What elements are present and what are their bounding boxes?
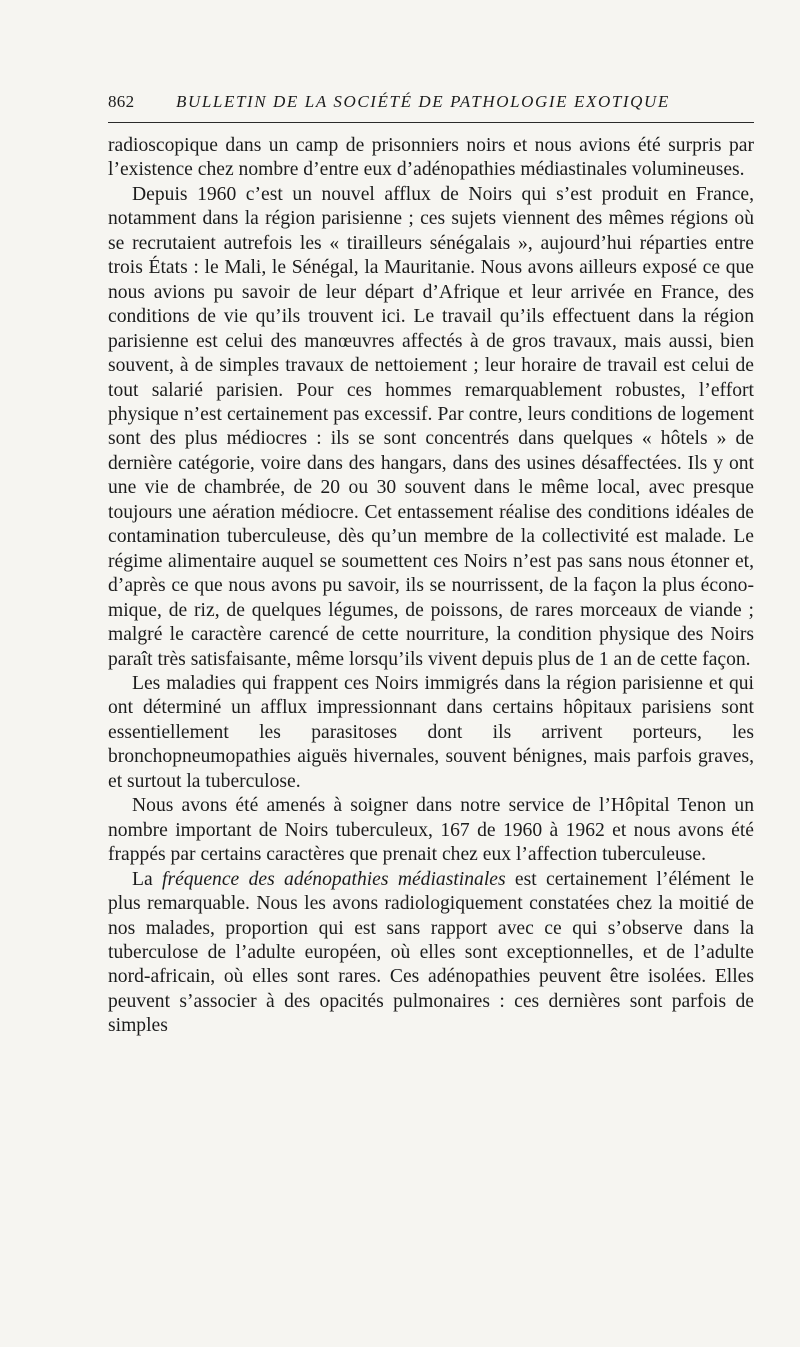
paragraph-4: Nous avons été amenés à soigner dans notre service de l’Hôpital Tenon un nombre important de Noirs tuberculeux, 167 de 1960 à 1962 et nous avons été frappés par certains caractères que prenait chez eux l’affection tuberculeuse. — [108, 795, 754, 866]
paragraph-5-rest: est certainement l’élément le plus remarquable. Nous les avons radiologiquement constatées chez la moitié de nos malades, proportion qui est sans rapport avec ce qui s’observe dans la tuberculose de l’adulte européen, où elles sont exceptionnelles, et de l’adulte nord-africain, où elles sont rares. Ces adénopathies peuvent être isolées. Elles peuvent s’associer à des opacités pulmonaires : ces dernières sont parfois de simples — [108, 868, 754, 1037]
paragraph-5 — [108, 868, 754, 1039]
page-number: 862 — [108, 92, 135, 111]
paragraph-5-lead: La — [132, 868, 162, 890]
emphasized-term: fréquence des adénopathies médiastinales — [162, 868, 506, 890]
paragraph-3: Les maladies qui frappent ces Noirs immigrés dans la région parisienne et qui ont déterminé un afflux impressionnant dans certains hôpitaux parisiens sont essentiellement les parasitoses dont ils arrivent porteurs, les bronchopneumopathies aiguës hivernales, souvent bénignes, mais parfois graves, et surtout la tuberculose. — [108, 672, 754, 792]
header-rule — [108, 122, 754, 123]
running-header — [108, 92, 754, 116]
running-title: BULLETIN DE LA SOCIÉTÉ DE PATHOLOGIE EXOTIQUE — [176, 92, 670, 111]
article-body — [108, 134, 754, 1039]
paragraph-1: radioscopique dans un camp de prisonniers noirs et nous avions été surpris par l’existence chez nombre d’entre eux d’adénopathies médiastinales volumineuses. — [108, 135, 754, 181]
paragraph-2: Depuis 1960 c’est un nouvel afflux de Noirs qui s’est produit en France, notamment dans la région parisienne ; ces sujets viennent des mêmes régions où se recrutaient autrefois les « tirailleurs sénégalais », aujourd’hui réparties entre trois États : le Mali, le Sénégal, la Mauritanie. Nous avons ailleurs exposé ce que nous avions pu savoir de leur départ d’Afrique et leur arrivée en France, des conditions de vie qu’ils trouvent ici. Le travail qu’ils effectuent dans la région parisienne est celui des manœuvres affectés à de gros travaux, mais aussi, bien souvent, à de simples travaux de nettoiement ; leur horaire de travail est celui de tout salarié parisien. Pour ces hommes remarquablement robustes, l’effort physique n’est certainement pas excessif. Par contre, leurs conditions de logement sont des plus médiocres : ils se sont concentrés dans quelques « hôtels » de dernière catégorie, voire dans des hangars, dans des usines désaffectées. Ils y ont une vie de chambrée, de 20 ou 30 souvent dans le même local, avec presque toujours une aération médiocre. Cet entassement réalise des conditions idéales de contamination tuberculeuse, dès qu’un membre de la collectivité est malade. Le régime alimentaire auquel se soumettent ces Noirs n’est pas sans nous étonner et, d’après ce que nous avons pu savoir, ils se nourrissent, de la façon la plus économique, de riz, de quelques légumes, de poissons, de rares morceaux de viande ; malgré le caractère carencé de cette nourriture, la condition physique des Noirs paraît très satisfaisante, même lorsqu’ils vivent depuis plus de 1 an de cette façon. — [108, 183, 754, 670]
